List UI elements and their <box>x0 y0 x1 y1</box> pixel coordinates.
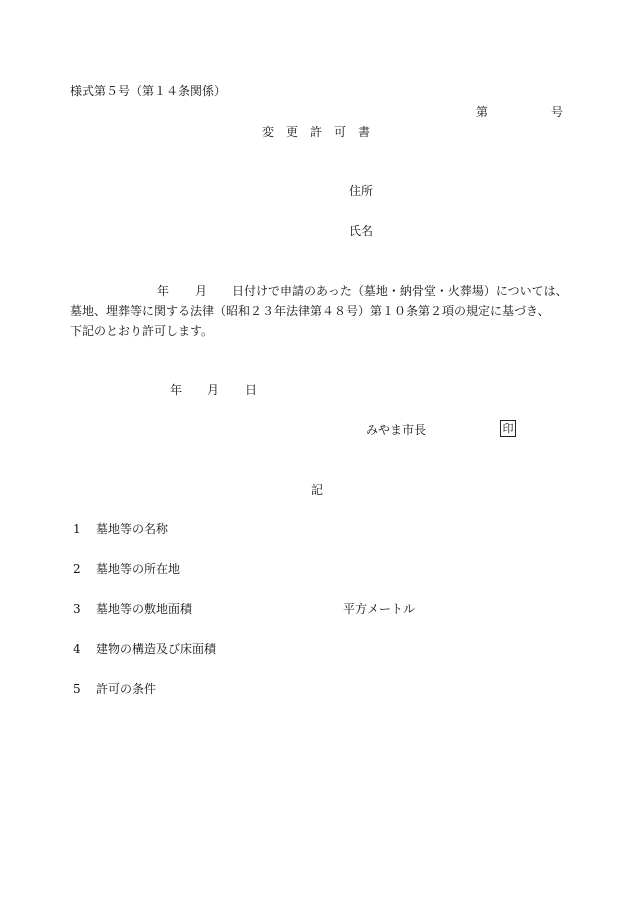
document-title: 変 更 許 可 書 <box>262 125 371 139</box>
item-number: 4 <box>73 642 81 656</box>
date-year: 年 <box>170 383 183 397</box>
area-unit: 平方メートル <box>343 602 416 616</box>
seal-mark: 印 <box>500 420 516 437</box>
item-label-site-area: 墓地等の敷地面積 <box>96 602 193 616</box>
body-year: 年 <box>157 284 170 298</box>
document-number-suffix: 号 <box>551 105 564 119</box>
body-line-3: 下記のとおり許可します。 <box>70 324 214 338</box>
address-label: 住所 <box>349 184 374 198</box>
ki-heading: 記 <box>311 483 324 497</box>
item-number: 2 <box>73 562 81 576</box>
item-number: 3 <box>73 602 81 616</box>
issuer-name: みやま市長 <box>366 423 427 437</box>
body-month: 月 <box>195 284 208 298</box>
body-line-1: 日付けで申請のあった（墓地・納骨堂・火葬場）については、 <box>232 284 568 298</box>
item-label-building-structure: 建物の構造及び床面積 <box>96 642 217 656</box>
item-label-site-name: 墓地等の名称 <box>96 522 169 536</box>
date-day: 日 <box>245 383 258 397</box>
name-label: 氏名 <box>349 224 374 238</box>
date-month: 月 <box>207 383 220 397</box>
body-line-2: 墓地、埋葬等に関する法律（昭和２３年法律第４８号）第１０条第２項の規定に基づき、 <box>70 304 550 318</box>
item-label-permit-conditions: 許可の条件 <box>96 682 157 696</box>
item-number: 5 <box>73 682 81 696</box>
item-number: 1 <box>73 522 81 536</box>
document-number-prefix: 第 <box>476 105 489 119</box>
item-label-location: 墓地等の所在地 <box>96 562 181 576</box>
form-number: 様式第５号（第１４条関係） <box>70 84 227 98</box>
